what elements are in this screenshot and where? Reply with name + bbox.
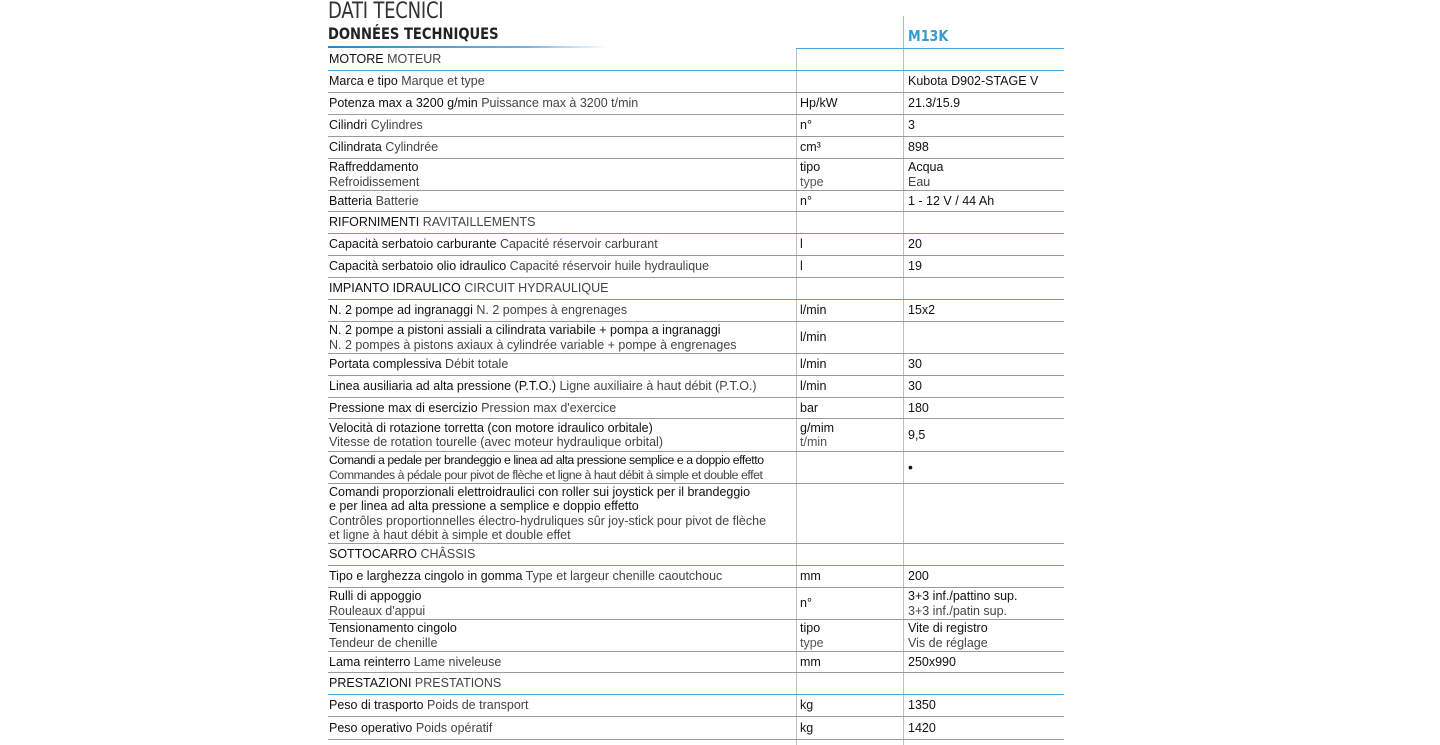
table-row <box>328 588 1064 620</box>
value-cell <box>908 300 1062 321</box>
value-cell <box>908 137 1062 158</box>
label-cell <box>329 376 794 397</box>
table-row <box>328 234 1064 256</box>
table-row <box>328 376 1064 398</box>
value-cell <box>908 71 1062 92</box>
label-cell <box>329 256 794 277</box>
label-it: Batteria <box>329 193 373 208</box>
label-it: N. 2 pompe ad ingranaggi <box>329 303 473 318</box>
label-fr: Lame niveleuse <box>413 654 502 669</box>
unit-cell <box>800 191 900 211</box>
label-cell <box>329 322 794 353</box>
label-fr: Capacité réservoir carburant <box>499 237 658 252</box>
unit-cell <box>800 652 900 672</box>
value-cell <box>908 159 1062 190</box>
label-it: Linea ausiliaria ad alta pressione (P.T.O.) <box>329 379 556 394</box>
unit-text: bar <box>800 400 819 415</box>
label-it: Capacità serbatoio olio idraulico <box>329 259 507 274</box>
value-text: 200 <box>908 569 929 584</box>
label-cell <box>329 717 794 739</box>
table-row <box>328 695 1064 717</box>
unit-text: l/min <box>800 357 827 372</box>
unit-text-fr: t/min <box>800 435 828 449</box>
value-text: Acqua <box>908 160 944 174</box>
table-row <box>328 137 1064 159</box>
label-it: Pressione max di esercizio <box>329 400 478 415</box>
value-text: 19 <box>908 259 922 274</box>
value-cell <box>908 717 1062 739</box>
value-cell <box>908 256 1062 277</box>
value-text: 15x2 <box>908 303 936 318</box>
label-cell <box>329 159 794 190</box>
label-it: N. 2 pompe a pistoni assiali a cilindrata variabile + pompa a ingranaggi <box>329 323 721 337</box>
section-title-it: SOTTOCARRO <box>329 547 417 562</box>
value-text: 30 <box>908 379 922 394</box>
label-fr: Contrôles proportionnelles électro-hydruliques sûr joy-stick pour pivot de flèche <box>329 513 767 528</box>
table-row <box>328 652 1064 673</box>
label-fr: Débit totale <box>445 357 509 372</box>
unit-cell <box>800 71 900 92</box>
label-cell <box>329 652 794 672</box>
section-title-fr: RAVITAILLEMENTS <box>422 215 536 230</box>
unit-text: l/min <box>800 330 827 345</box>
unit-cell <box>800 717 900 739</box>
label-fr: Type et largeur chenille caoutchouc <box>525 569 723 584</box>
unit-cell <box>800 588 900 619</box>
label-cell <box>329 354 794 375</box>
label-it: Rulli di appoggio <box>329 589 422 603</box>
label-it: Marca e tipo <box>329 74 398 89</box>
label-it: Comandi proporzionali elettroidraulici con roller sui joystick per il brandeggio <box>329 484 751 499</box>
section-row <box>328 673 1064 695</box>
unit-cell <box>800 398 900 418</box>
value-cell <box>908 234 1062 255</box>
unit-cell <box>800 322 900 353</box>
label-cell <box>329 300 794 321</box>
label-cell <box>329 71 794 92</box>
value-cell <box>908 354 1062 375</box>
unit-text: n° <box>800 596 812 611</box>
section-title-it: IMPIANTO IDRAULICO <box>329 281 461 296</box>
value-text: 3+3 inf./pattino sup. <box>908 589 1018 603</box>
value-cell <box>908 376 1062 397</box>
value-cell <box>908 588 1062 619</box>
label-cell <box>329 695 794 716</box>
section-row <box>328 49 1064 71</box>
table-row <box>328 256 1064 278</box>
section-title-fr: CIRCUIT HYDRAULIQUE <box>464 281 609 296</box>
value-text: 3 <box>908 118 915 133</box>
table-row <box>328 354 1064 376</box>
unit-text: kg <box>800 720 814 735</box>
label-cell <box>329 115 794 136</box>
label-fr: N. 2 pompes à pistons axiaux à cylindrée variable + pompe à engrenages <box>329 337 737 352</box>
label-cell <box>329 191 794 211</box>
section-row <box>328 544 1064 566</box>
unit-text: kg <box>800 698 814 713</box>
label-it: Tipo e larghezza cingolo in gomma <box>329 569 523 584</box>
section-title-fr: MOTEUR <box>387 52 442 67</box>
label-fr: Vitesse de rotation tourelle (avec moteur hydraulique orbital) <box>329 435 663 449</box>
value-cell <box>908 484 1062 543</box>
unit-cell <box>800 159 900 190</box>
label-cell <box>329 452 794 483</box>
unit-text: l <box>800 259 803 274</box>
value-text: Vite di registro <box>908 621 988 635</box>
unit-text: g/mim <box>800 420 835 435</box>
label-cell <box>329 234 794 255</box>
unit-text: mm <box>800 569 821 584</box>
section-title-it: RIFORNIMENTI <box>329 215 420 230</box>
unit-cell <box>800 566 900 587</box>
value-text: 180 <box>908 400 929 415</box>
label-fr: Cylindres <box>370 118 423 133</box>
label-cell <box>329 212 794 233</box>
label-cell <box>329 484 794 543</box>
label-fr: Marque et type <box>401 74 485 89</box>
table-row <box>328 398 1064 419</box>
value-text: 20 <box>908 237 922 252</box>
value-cell <box>908 398 1062 418</box>
label-it: Capacità serbatoio carburante <box>329 237 497 252</box>
label-cell <box>329 398 794 418</box>
value-cell <box>908 191 1062 211</box>
label-fr: Poids de transport <box>426 698 529 713</box>
label-fr: Pression max d'exercice <box>481 400 617 415</box>
label-fr: Batterie <box>375 193 419 208</box>
label-cell <box>329 419 794 451</box>
label-it: Comandi a pedale per brandeggio e linea ad alta pressione semplice e a doppio effetto <box>329 453 764 467</box>
label-fr-2: et ligne à haut débit à simple et double effet <box>329 528 571 542</box>
label-it: Velocità di rotazione torretta (con motore idraulico orbitale) <box>329 420 653 435</box>
label-cell <box>329 137 794 158</box>
value-text-fr: Vis de réglage <box>908 635 988 650</box>
label-fr: Tendeur de chenille <box>329 635 438 650</box>
unit-text: mm <box>800 654 821 669</box>
section-title-it: PRESTAZIONI <box>329 676 412 691</box>
unit-text: cm³ <box>800 140 821 155</box>
unit-text: tipo <box>800 621 821 635</box>
unit-cell <box>800 115 900 136</box>
model-name: M13K <box>908 27 949 45</box>
label-cell <box>329 49 794 70</box>
label-it: Cilindrata <box>329 140 382 155</box>
label-cell <box>329 620 794 651</box>
table-row <box>328 419 1064 452</box>
unit-text: l/min <box>800 379 827 394</box>
label-it: Tensionamento cingolo <box>329 621 457 635</box>
label-fr: Cylindrée <box>385 140 439 155</box>
value-text: 898 <box>908 140 929 155</box>
label-it-2: e per linea ad alta pressione a semplice e doppio effetto <box>329 499 639 513</box>
value-cell <box>908 566 1062 587</box>
label-cell <box>329 566 794 587</box>
value-cell <box>908 322 1062 353</box>
value-text-fr: 3+3 inf./patin sup. <box>908 603 1008 618</box>
label-it: Lama reinterro <box>329 654 411 669</box>
section-row <box>328 278 1064 300</box>
value-text: 1350 <box>908 698 936 713</box>
unit-cell <box>800 695 900 716</box>
table-row <box>328 484 1064 544</box>
label-it: Raffreddamento <box>329 160 419 174</box>
label-fr: Ligne auxiliaire à haut débit (P.T.O.) <box>559 379 757 394</box>
model-column-divider <box>903 16 904 48</box>
value-cell <box>908 652 1062 672</box>
tech-sheet <box>328 0 1064 745</box>
label-cell <box>329 544 794 565</box>
unit-text-fr: type <box>800 635 824 650</box>
label-fr: Poids opératif <box>415 720 493 735</box>
unit-cell <box>800 300 900 321</box>
section-title-fr: CHÂSSIS <box>420 547 476 562</box>
value-cell <box>908 93 1062 114</box>
table-row <box>328 620 1064 652</box>
section-title-it: MOTORE <box>329 52 384 67</box>
unit-cell <box>800 484 900 543</box>
value-text: 1 - 12 V / 44 Ah <box>908 193 995 208</box>
unit-cell <box>800 137 900 158</box>
value-text-fr: Eau <box>908 174 931 189</box>
label-it: Peso operativo <box>329 720 413 735</box>
value-cell <box>908 115 1062 136</box>
page-title: DATI TECNICI <box>328 0 444 24</box>
unit-cell <box>800 354 900 375</box>
unit-cell <box>800 419 900 451</box>
unit-text: n° <box>800 193 812 208</box>
value-cell <box>908 452 1062 483</box>
unit-cell <box>800 376 900 397</box>
label-fr: Refroidissement <box>329 174 420 189</box>
title-accent-line <box>328 46 608 48</box>
page-subtitle: DONNÉES TECHNIQUES <box>328 24 499 43</box>
unit-cell <box>800 620 900 651</box>
value-text: 9,5 <box>908 427 926 442</box>
table-row <box>328 93 1064 115</box>
section-row <box>328 212 1064 234</box>
label-cell <box>329 93 794 114</box>
label-fr: Capacité réservoir huile hydraulique <box>509 259 710 274</box>
label-fr: Rouleaux d'appui <box>329 603 426 618</box>
value-cell <box>908 419 1062 451</box>
unit-text: l <box>800 237 803 252</box>
value-text: 1420 <box>908 720 936 735</box>
table-row <box>328 300 1064 322</box>
table-row <box>328 452 1064 484</box>
table-row <box>328 71 1064 93</box>
table-row <box>328 191 1064 212</box>
value-cell <box>908 620 1062 651</box>
unit-text-fr: type <box>800 174 824 189</box>
unit-text: l/min <box>800 303 827 318</box>
unit-cell <box>800 234 900 255</box>
value-text: Kubota D902-STAGE V <box>908 74 1039 89</box>
label-cell <box>329 278 794 299</box>
label-fr: Puissance max à 3200 t/min <box>481 96 639 111</box>
table-row <box>328 115 1064 137</box>
unit-text: Hp/kW <box>800 96 838 111</box>
unit-text: n° <box>800 118 812 133</box>
section-title-fr: PRESTATIONS <box>414 676 502 691</box>
unit-cell <box>800 93 900 114</box>
value-cell <box>908 695 1062 716</box>
unit-cell <box>800 256 900 277</box>
unit-text: tipo <box>800 160 821 174</box>
label-fr: Commandes à pédale pour pivot de flèche et ligne à haut débit à simple et double effet <box>329 467 763 482</box>
value-text: 250x990 <box>908 654 956 669</box>
label-it: Peso di trasporto <box>329 698 424 713</box>
label-it: Potenza max a 3200 g/min <box>329 96 478 111</box>
table-row <box>328 159 1064 191</box>
table-row <box>328 322 1064 354</box>
table-row <box>328 566 1064 588</box>
value-text: 21.3/15.9 <box>908 96 961 111</box>
value-text: 30 <box>908 357 922 372</box>
label-fr: N. 2 pompes à engrenages <box>476 303 628 318</box>
label-it: Portata complessiva <box>329 357 442 372</box>
value-text: • <box>908 458 913 475</box>
label-cell <box>329 673 794 694</box>
label-it: Cilindri <box>329 118 368 133</box>
table-row <box>328 717 1064 740</box>
unit-cell <box>800 452 900 483</box>
label-cell <box>329 588 794 619</box>
